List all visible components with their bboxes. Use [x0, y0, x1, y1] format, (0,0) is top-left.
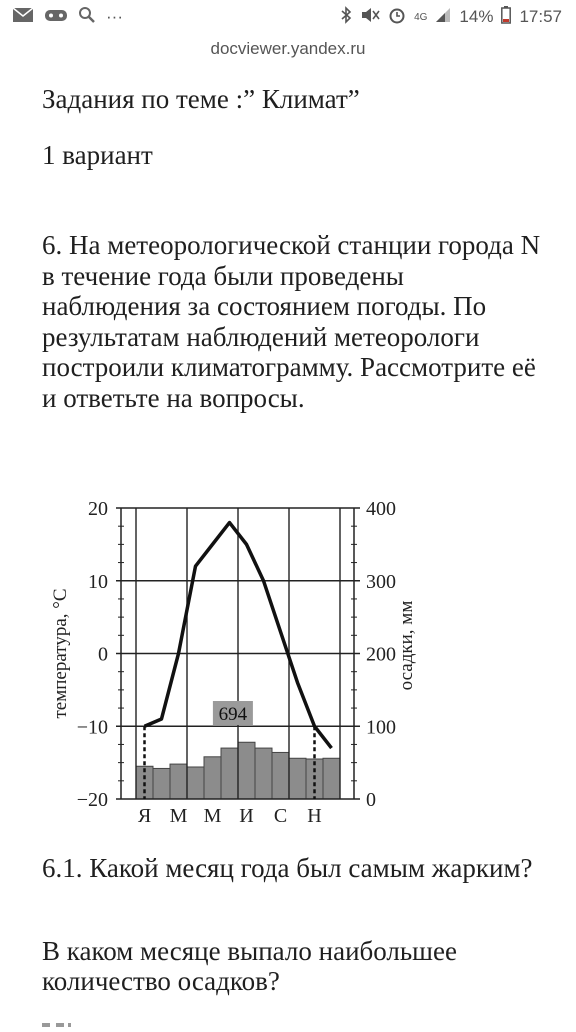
document-title: Задания по теме :” Климат” [42, 84, 360, 114]
status-bar-right [340, 6, 576, 29]
precipitation-bar [272, 752, 289, 799]
left-tick-label: −20 [76, 789, 108, 811]
network-type: 4G [414, 11, 428, 23]
left-tick-label: 20 [88, 498, 108, 520]
right-tick-label: 100 [366, 716, 396, 739]
y-axis-label: температура, °C [50, 588, 71, 719]
precipitation-bar [255, 748, 272, 799]
y2-axis-label: осадки, мм [396, 600, 417, 691]
bluetooth-icon [340, 6, 352, 29]
alarm-icon [388, 6, 406, 29]
month-label: С [273, 805, 288, 827]
precipitation-bar [170, 764, 187, 799]
precipitation-bar [153, 768, 170, 799]
variant-label: 1 вариант [42, 140, 153, 170]
annual-precipitation-label: 694 [218, 704, 248, 725]
month-label: И [239, 805, 254, 827]
precipitation-bar [221, 748, 238, 799]
status-bar [0, 0, 576, 34]
left-tick-label: 10 [88, 570, 108, 593]
precipitation-bar [204, 757, 221, 799]
more-notifications: ··· [106, 7, 123, 26]
chart-grid [136, 508, 340, 799]
document-header [42, 82, 542, 172]
month-label: Я [137, 805, 152, 827]
clock: 17:57 [519, 7, 562, 26]
right-tick-label: 200 [366, 643, 396, 666]
battery-percent: 14% [459, 7, 494, 26]
left-tick-label: −10 [76, 716, 108, 739]
signal-icon [435, 7, 451, 28]
left-tick-label: 0 [98, 643, 108, 666]
month-label: М [169, 805, 188, 827]
precipitation-bar [289, 758, 306, 799]
precipitation-bar [323, 758, 340, 799]
right-tick-label: 400 [366, 498, 396, 520]
climatogram [42, 488, 422, 838]
gamepad-icon [44, 7, 68, 28]
right-tick-label: 300 [366, 570, 396, 593]
mail-icon [12, 7, 34, 28]
right-tick-label: 0 [366, 789, 376, 811]
question-1: 6.1. Какой месяц года был самым жарким? [42, 853, 533, 883]
month-label: Н [307, 805, 322, 827]
question-2: В каком месяце выпало наибольшее количество осадков? [42, 936, 457, 996]
task-text: 6. На метеорологической станции города N в течение года были проведены наблюдения за состоянием погоды. По результатам наблюдений метеорологи построили климатограмму. Рассмотрите её и ответьте на вопросы. [42, 230, 541, 413]
search-icon [78, 6, 96, 29]
month-label: М [203, 805, 222, 827]
precipitation-bar [238, 742, 255, 799]
climatogram-svg [42, 488, 422, 833]
status-bar-left [0, 6, 123, 29]
precipitation-bar [187, 767, 204, 799]
battery-icon [501, 6, 511, 29]
next-line-cutoff [42, 1014, 82, 1024]
mute-icon [360, 6, 380, 29]
url-bar[interactable]: docviewer.yandex.ru [210, 39, 366, 58]
